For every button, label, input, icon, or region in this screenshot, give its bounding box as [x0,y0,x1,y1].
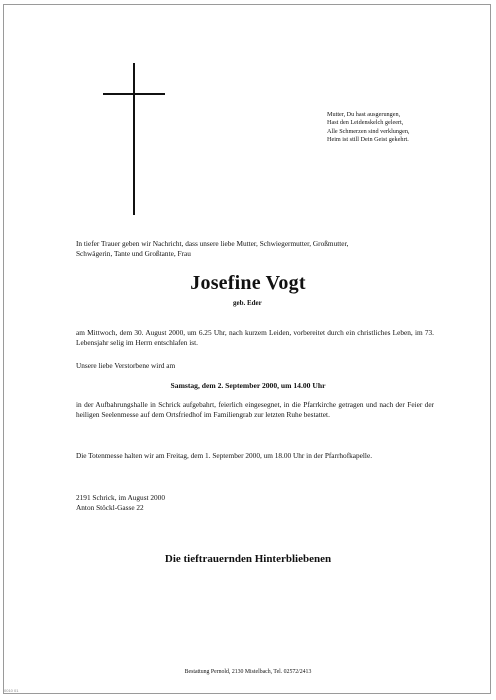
intro-line-2: Schwägerin, Tante und Großtante, Frau [76,249,191,259]
address-line-1: 2191 Schrick, im August 2000 [76,493,165,502]
poem-line: Mutter, Du hast ausgerungen, [327,111,401,118]
funeral-home-footer: Bestattung Pernold, 2130 Mistelbach, Tel. 02572/2413 [184,669,312,675]
poem-line: Alle Schmerzen sind verklungen, [327,127,410,135]
intro-text [76,239,434,259]
birth-name: geb. Eder [233,299,262,307]
funeral-text: in der Aufbahrungshalle in Schrick aufgebahrt, feierlich eingesegnet, in die Pfarrkirche getragen und nach der Feier der heiligen Seelenmesse auf dem Ortsfriedhof im Familiengrab zur letzten Ruhe bestattet. [76,400,434,420]
obituary-page [3,4,491,694]
mourners-signature: Die tieftrauernden Hinterbliebenen [164,553,332,565]
intro-line-1: In tiefer Trauer geben wir Nachricht, dass unsere liebe Mutter, Schwiegermutter, Großmutter, [76,239,349,248]
corner-mark: 0010 01 [4,688,19,693]
death-notice-text: am Mittwoch, dem 30. August 2000, um 6.25 Uhr, nach kurzem Leiden, vorbereitet durch ein christliches Leben, im 73. Lebensjahr selig im Herrn entschlafen ist. [76,328,434,348]
cross-horizontal-beam [103,93,165,95]
deceased-name: Josefine Vogt [190,272,306,294]
laid-out-intro: Unsere liebe Verstorbene wird am [76,361,176,370]
mass-text: Die Totenmesse halten wir am Freitag, dem 1. September 2000, um 18.00 Uhr in der Pfarrhofkapelle. [76,451,373,460]
address [76,493,434,513]
poem [327,111,409,145]
poem-line: Heim ist still Dein Geist gekehrt. [327,136,409,144]
poem-line: Hast den Leidenskelch geleert, [327,119,404,127]
address-line-2: Anton Stöckl-Gasse 22 [76,503,144,513]
funeral-date: Samstag, dem 2. September 2000, um 14.00 Uhr [170,381,326,390]
cross-vertical-beam [133,63,135,215]
